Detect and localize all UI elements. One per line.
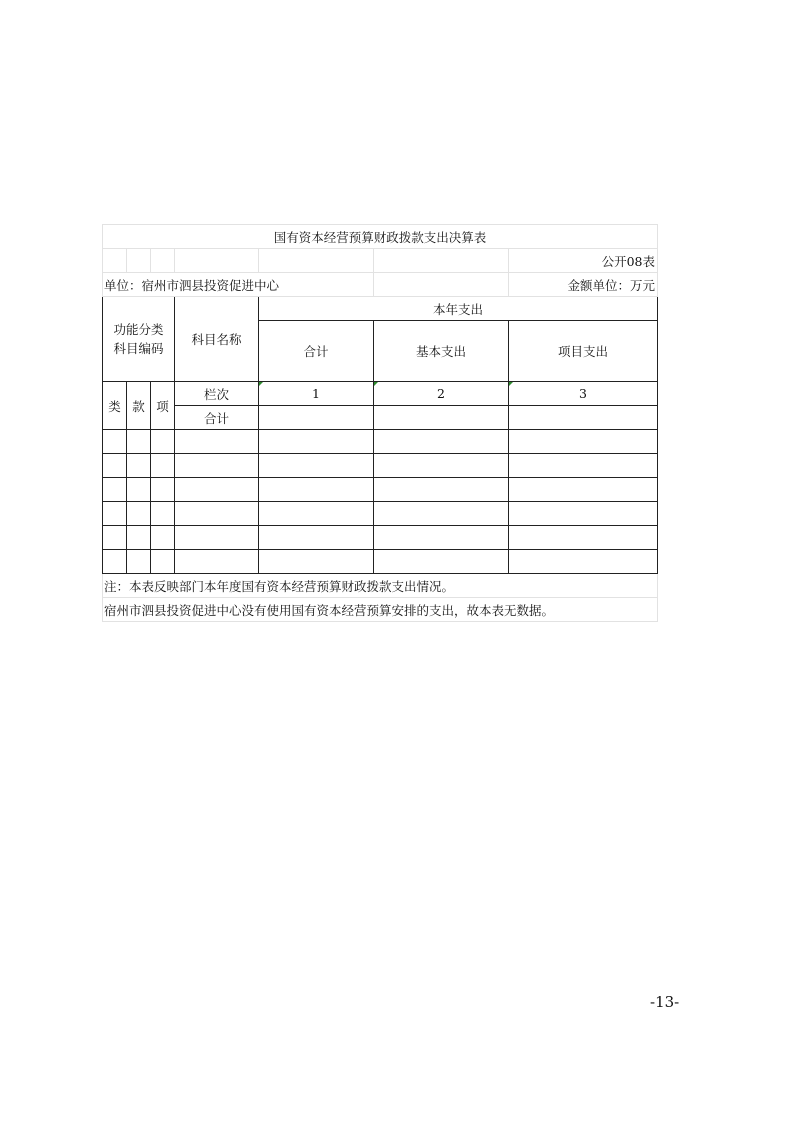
func-class-header: 功能分类 科目编码 (103, 297, 175, 382)
project-header: 项目支出 (509, 321, 658, 382)
col-1-index: 1 (259, 382, 374, 406)
column-index-label: 栏次 (175, 382, 259, 406)
subject-name-header: 科目名称 (175, 297, 259, 382)
table-remark: 宿州市泗县投资促进中心没有使用国有资本经营预算安排的支出，故本表无数据。 (103, 598, 658, 622)
current-year-header: 本年支出 (259, 297, 658, 321)
table-row (103, 502, 658, 526)
col-3-index: 3 (509, 382, 658, 406)
basic-header: 基本支出 (374, 321, 509, 382)
table-row (103, 526, 658, 550)
total-header: 合计 (259, 321, 374, 382)
page-number: -13- (650, 993, 680, 1011)
table-note: 注：本表反映部门本年度国有资本经营预算财政拨款支出情况。 (103, 574, 658, 598)
table-row (103, 430, 658, 454)
amount-unit: 金额单位：万元 (509, 273, 658, 297)
unit-label: 单位：宿州市泗县投资促进中心 (103, 273, 374, 297)
expenditure-table (102, 224, 658, 622)
table-title: 国有资本经营预算财政拨款支出决算表 (103, 225, 658, 249)
table-row (103, 478, 658, 502)
budget-table-sheet (102, 224, 657, 622)
form-code: 公开08表 (509, 249, 658, 273)
table-row (103, 454, 658, 478)
col-2-index: 2 (374, 382, 509, 406)
table-row (103, 550, 658, 574)
sum-row-label: 合计 (175, 406, 259, 430)
kuan-header: 款 (127, 382, 151, 430)
xiang-header: 项 (151, 382, 175, 430)
lei-header: 类 (103, 382, 127, 430)
